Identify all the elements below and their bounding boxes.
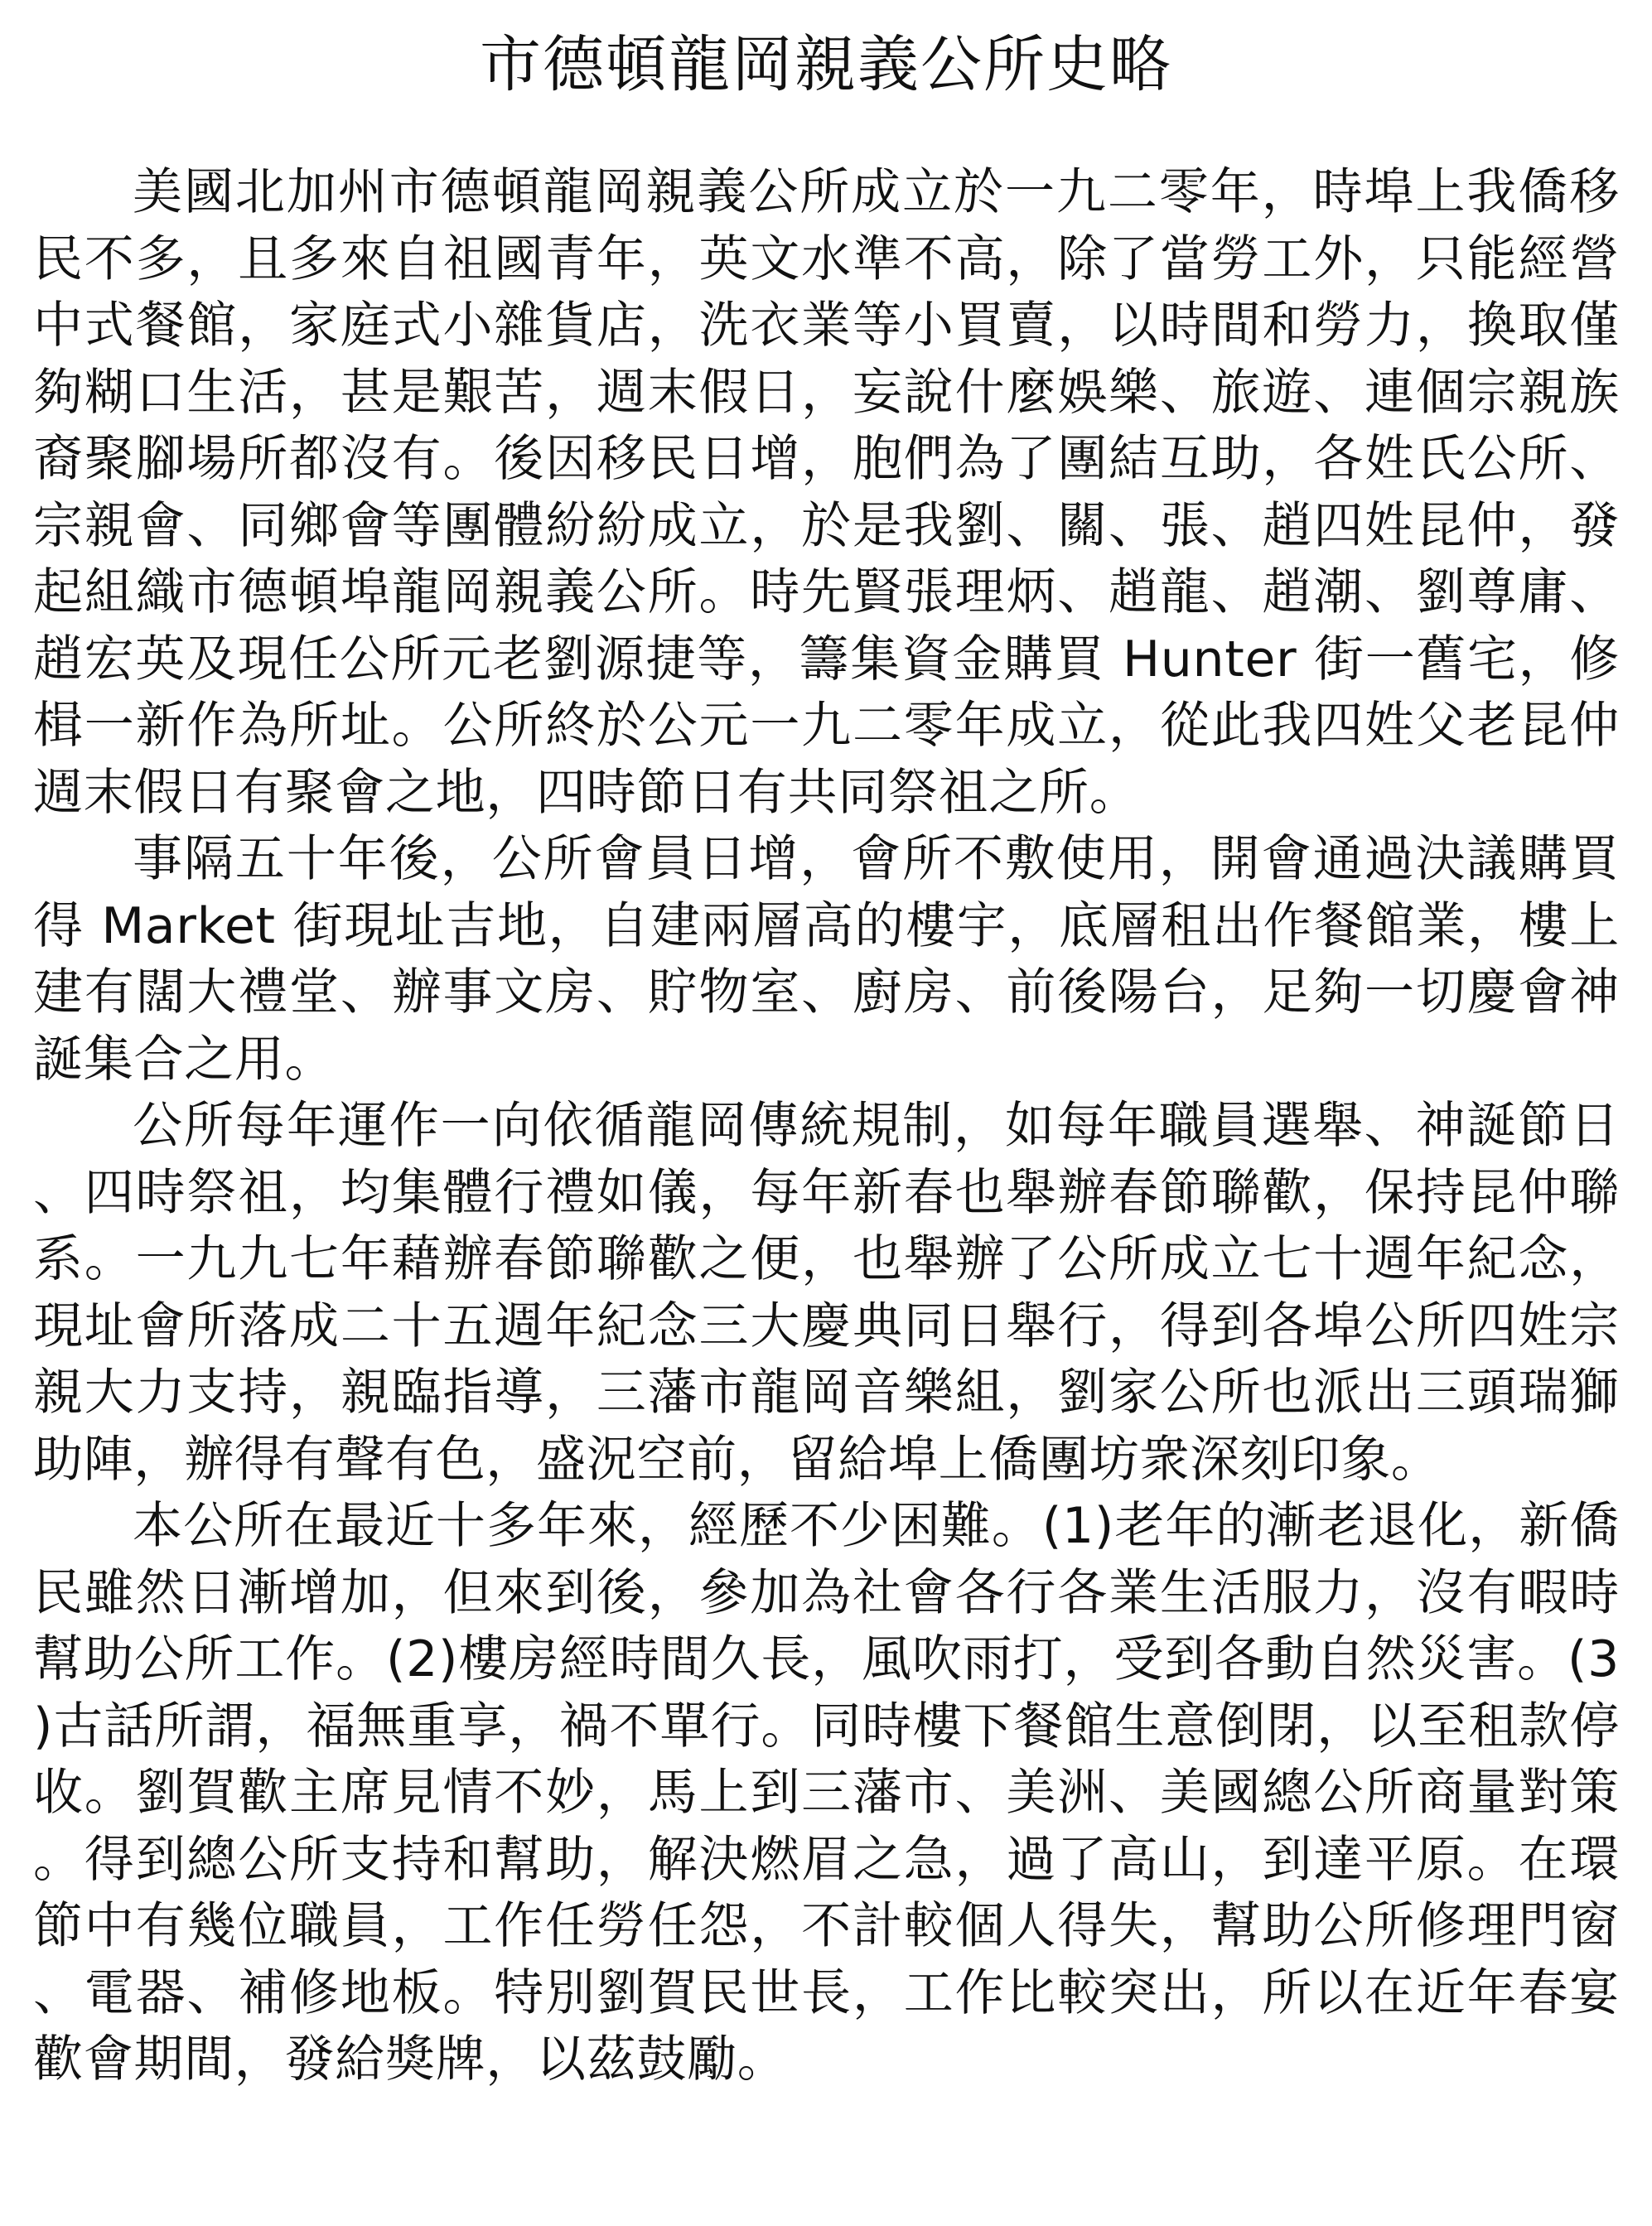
document-body: [33, 159, 1620, 2093]
document-title: 市德頓龍岡親義公所史略: [480, 29, 1172, 100]
paragraph-recent-difficulties: 本公所在最近十多年來，經歷不少困難。(1)老年的漸老退化，新僑民雖然日漸增加，但來到後，參加為社會各行各業生活服力，沒有暇時幫助公所工作。(2)樓房經時間久長，風吹雨打，受到各動自然災害。(3)古話所謂，福無重享，禍不單行。同時樓下餐館生意倒閉，以至租款停收。劉賀歡主席見情不妙，馬上到三藩市、美洲、美國總公所商量對策。得到總公所支持和幫助，解決燃眉之急，過了高山，到達平原。在環節中有幾位職員，工作任勞任怨，不計較個人得失，幫助公所修理門窗、電器、補修地板。特別劉賀民世長，工作比較突出，所以在近年春宴歡會期間，發給獎牌，以茲鼓勵。: [33, 1497, 1620, 2088]
paragraph-annual-activities: 公所每年運作一向依循龍岡傳統規制，如每年職員選舉、神誕節日、四時祭祖，均集體行禮如儀，每年新春也舉辦春節聯歡，保持昆仲聯系。一九九七年藉辦春節聯歡之便，也舉辦了公所成立七十週年紀念，現址會所落成二十五週年紀念三大慶典同日舉行，得到各埠公所四姓宗親大力支持，親臨指導，三藩市龍岡音樂組，劉家公所也派出三頭瑞獅助陣，辦得有聲有色，盛況空前，留給埠上僑團坊衆深刻印象。: [33, 1097, 1620, 1489]
paragraph-founding-history: 美國北加州市德頓龍岡親義公所成立於一九二零年，時埠上我僑移民不多，且多來自祖國青年，英文水準不高，除了當勞工外，只能經營中式餐館，家庭式小雜貨店，洗衣業等小買賣，以時間和勞力，換取僅夠糊口生活，甚是艱苦，週末假日，妄說什麼娛樂、旅遊、連個宗親族裔聚腳場所都沒有。後因移民日增，胞們為了團結互助，各姓氏公所、宗親會、同鄉會等團體紛紛成立，於是我劉、關、張、趙四姓昆仲，發起組織市德頓埠龍岡親義公所。時先賢張理炳、趙龍、趙潮、劉尊庸、趙宏英及現任公所元老劉源捷等，籌集資金購買 Hunter 街一舊宅，修楫一新作為所址。公所終於公元一九二零年成立，從此我四姓父老昆仲週末假日有聚會之地，四時節日有共同祭祖之所。: [33, 163, 1620, 822]
paragraph-new-building: 事隔五十年後，公所會員日增，會所不敷使用，開會通過決議購買得 Market 街現址吉地，自建兩層高的樓宇，底層租出作餐館業，樓上建有闊大禮堂、辦事文房、貯物室、廚房、前後陽台，足夠一切慶會神誕集合之用。: [33, 830, 1620, 1089]
